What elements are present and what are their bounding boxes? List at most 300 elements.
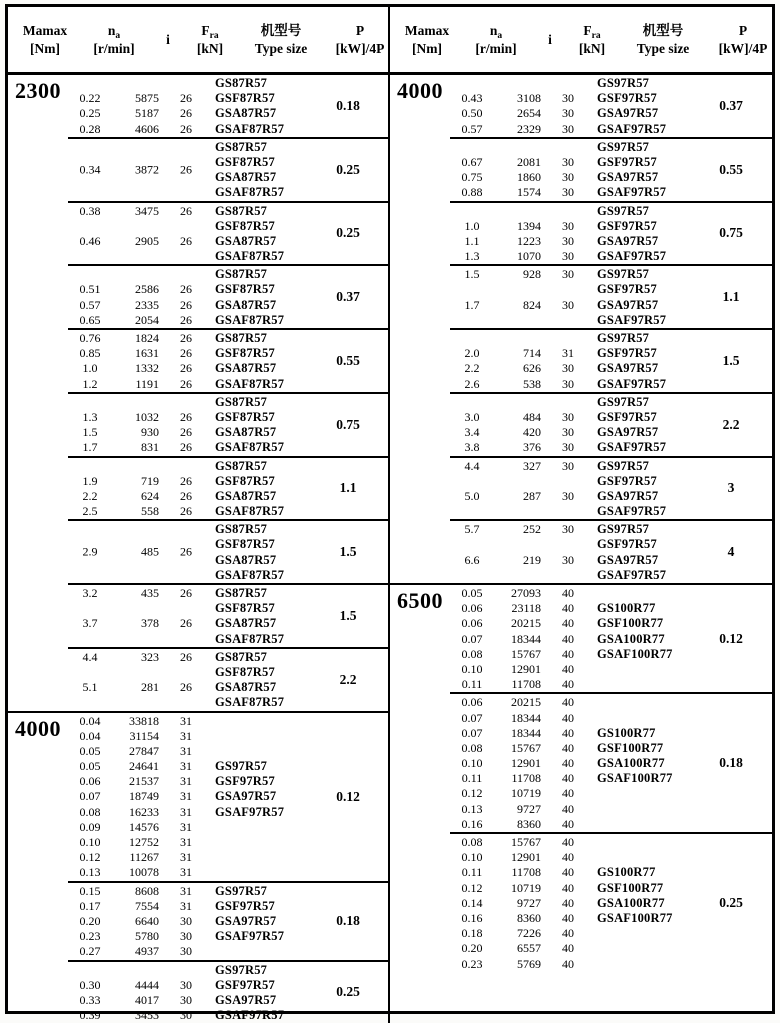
na-value: 1.3 <box>450 249 494 264</box>
ratio-i-value: 9727 <box>494 896 546 911</box>
na-value: 0.04 <box>68 729 112 744</box>
na-value: 1.7 <box>450 298 494 313</box>
na-value: 1.5 <box>68 425 112 440</box>
fra-value: 31 <box>546 346 590 361</box>
type-size-value: GSF87R57 <box>208 219 308 234</box>
power-value: 0.55 <box>690 139 772 201</box>
spec-rows <box>450 521 690 583</box>
fra-value: 26 <box>164 106 208 121</box>
type-size-value: GS87R57 <box>208 586 308 601</box>
ratio-i-value: 485 <box>112 545 164 560</box>
ratio-i-value: 23118 <box>494 601 546 616</box>
gearmotor-spec-table <box>5 4 775 1014</box>
spec-rows <box>450 394 690 456</box>
spec-rows <box>450 139 690 201</box>
spec-blocks <box>450 75 772 583</box>
ratio-i-value: 1332 <box>112 361 164 376</box>
fra-value: 40 <box>546 835 590 850</box>
col-header-output-speed <box>464 22 528 57</box>
ratio-i-value: 327 <box>494 459 546 474</box>
ratio-i-value: 24641 <box>112 759 164 774</box>
type-size-value: GSF100R77 <box>590 741 690 756</box>
type-size-value: GSAF97R57 <box>590 185 690 200</box>
ratio-i-value: 10719 <box>494 881 546 896</box>
na-value: 0.04 <box>68 714 112 729</box>
fra-value: 30 <box>546 170 590 185</box>
ratio-i-value: 11708 <box>494 865 546 880</box>
fra-value: 40 <box>546 941 590 956</box>
na-value: 0.13 <box>68 865 112 880</box>
fra-value: 30 <box>164 1008 208 1023</box>
col-header-type-size-symbol: 机型号 <box>261 22 302 40</box>
type-size-value: GSF87R57 <box>208 410 308 425</box>
na-value: 1.0 <box>450 219 494 234</box>
fra-value: 26 <box>164 680 208 695</box>
na-value: 4.4 <box>450 459 494 474</box>
na-value: 0.08 <box>68 805 112 820</box>
fra-value: 40 <box>546 771 590 786</box>
spec-rows <box>68 713 308 881</box>
ratio-i-value: 11267 <box>112 850 164 865</box>
section-mamax-2300 <box>8 75 388 711</box>
spec-blocks <box>68 713 388 1023</box>
fra-value: 26 <box>164 410 208 425</box>
fra-value: 30 <box>546 249 590 264</box>
ratio-i-value: 12901 <box>494 662 546 677</box>
type-size-value: GS97R57 <box>590 459 690 474</box>
power-value: 1.1 <box>308 458 388 520</box>
na-value: 0.57 <box>450 122 494 137</box>
na-value: 0.12 <box>450 786 494 801</box>
na-value: 1.2 <box>68 377 112 392</box>
power-value: 0.37 <box>308 266 388 328</box>
spec-blocks <box>68 75 388 711</box>
spec-block <box>68 647 388 711</box>
na-value: 1.7 <box>68 440 112 455</box>
fra-value: 26 <box>164 298 208 313</box>
type-size-value: GS100R77 <box>590 726 690 741</box>
ratio-i-value: 281 <box>112 680 164 695</box>
type-size-value: GSA87R57 <box>208 361 308 376</box>
power-value: 2.2 <box>690 394 772 456</box>
na-value: 3.8 <box>450 440 494 455</box>
fra-value: 30 <box>546 91 590 106</box>
ratio-i-value: 12901 <box>494 756 546 771</box>
fra-value: 30 <box>546 267 590 282</box>
spec-rows <box>68 649 308 711</box>
fra-value: 30 <box>164 929 208 944</box>
fra-value: 31 <box>164 714 208 729</box>
power-value: 3 <box>690 458 772 520</box>
na-value: 0.16 <box>450 817 494 832</box>
na-value: 0.08 <box>450 647 494 662</box>
na-value: 0.18 <box>450 926 494 941</box>
type-size-value: GSA97R57 <box>208 914 308 929</box>
fra-value: 30 <box>546 106 590 121</box>
spec-rows <box>450 266 690 328</box>
type-size-value: GSF87R57 <box>208 537 308 552</box>
na-value: 0.11 <box>450 771 494 786</box>
na-value: 0.06 <box>450 616 494 631</box>
na-value: 2.2 <box>450 361 494 376</box>
ratio-i-value: 6557 <box>494 941 546 956</box>
ratio-i-value: 18344 <box>494 711 546 726</box>
spec-block <box>68 960 388 1023</box>
na-value: 3.7 <box>68 616 112 631</box>
na-value: 0.20 <box>450 941 494 956</box>
power-value: 1.5 <box>690 330 772 392</box>
type-size-value: GSA87R57 <box>208 234 308 249</box>
fra-value: 30 <box>164 993 208 1008</box>
ratio-i-value: 287 <box>494 489 546 504</box>
ratio-i-value: 20215 <box>494 616 546 631</box>
ratio-i-value: 16233 <box>112 805 164 820</box>
fra-value: 26 <box>164 234 208 249</box>
type-size-value: GSF97R57 <box>590 219 690 234</box>
type-size-value: GS97R57 <box>208 884 308 899</box>
col-header-type-size <box>230 22 332 57</box>
fra-value: 31 <box>164 899 208 914</box>
ratio-i-value: 831 <box>112 440 164 455</box>
na-value: 0.57 <box>68 298 112 313</box>
ratio-i-value: 1574 <box>494 185 546 200</box>
fra-value: 26 <box>164 361 208 376</box>
ratio-i-value: 8360 <box>494 817 546 832</box>
col-header-radial-force-unit: [kN] <box>197 40 223 58</box>
na-value: 0.23 <box>450 957 494 972</box>
na-value: 1.1 <box>450 234 494 249</box>
fra-value: 26 <box>164 204 208 219</box>
section-mamax-4000 <box>390 75 772 583</box>
spec-block <box>450 392 772 456</box>
spec-block <box>450 75 772 137</box>
fra-value: 40 <box>546 677 590 692</box>
col-header-type-size-unit: Type size <box>255 40 308 58</box>
type-size-value: GSAF87R57 <box>208 122 308 137</box>
ratio-i-value: 15767 <box>494 741 546 756</box>
fra-value: 31 <box>164 805 208 820</box>
fra-value: 30 <box>546 219 590 234</box>
ratio-i-value: 4937 <box>112 944 164 959</box>
na-value: 0.06 <box>68 774 112 789</box>
ratio-i-value: 3872 <box>112 163 164 178</box>
na-value: 0.08 <box>450 741 494 756</box>
spec-rows <box>68 883 308 960</box>
na-value: 0.85 <box>68 346 112 361</box>
table-body <box>8 75 772 1023</box>
type-size-value: GSAF100R77 <box>590 647 690 662</box>
col-header-power-unit: [kW]/4P <box>336 40 385 58</box>
ratio-i-value: 1032 <box>112 410 164 425</box>
col-header-mamax <box>390 22 464 57</box>
na-value: 0.43 <box>450 91 494 106</box>
col-header-type-size <box>612 22 714 57</box>
type-size-value: GS100R77 <box>590 865 690 880</box>
section-mamax-4000 <box>8 711 388 1023</box>
na-value: 0.11 <box>450 865 494 880</box>
ratio-i-value: 3108 <box>494 91 546 106</box>
na-value: 0.46 <box>68 234 112 249</box>
spec-block <box>450 519 772 583</box>
fra-value: 40 <box>546 896 590 911</box>
ratio-i-value: 5769 <box>494 957 546 972</box>
na-value: 0.33 <box>68 993 112 1008</box>
spec-block <box>68 583 388 647</box>
col-header-radial-force-unit: [kN] <box>579 40 605 58</box>
spec-block <box>68 264 388 328</box>
na-value: 0.67 <box>450 155 494 170</box>
col-header-power <box>332 22 388 57</box>
spec-block <box>68 75 388 137</box>
power-value: 0.37 <box>690 75 772 137</box>
type-size-value: GSF97R57 <box>590 410 690 425</box>
fra-value: 40 <box>546 957 590 972</box>
type-size-value: GSF87R57 <box>208 346 308 361</box>
ratio-i-value: 1191 <box>112 377 164 392</box>
col-header-output-speed-symbol: $n_a$ <box>108 22 120 40</box>
na-value: 3.2 <box>68 586 112 601</box>
ratio-i-value: 9727 <box>494 802 546 817</box>
na-value: 0.13 <box>450 802 494 817</box>
fra-value: 26 <box>164 425 208 440</box>
type-size-value: GSA100R77 <box>590 896 690 911</box>
left-half-header <box>8 7 390 75</box>
ratio-i-value: 33818 <box>112 714 164 729</box>
na-value: 0.10 <box>450 850 494 865</box>
na-value: 0.07 <box>450 726 494 741</box>
col-header-power-symbol: P <box>356 22 364 40</box>
type-size-value: GSA87R57 <box>208 680 308 695</box>
spec-rows <box>68 521 308 583</box>
ratio-i-value: 558 <box>112 504 164 519</box>
type-size-value: GS97R57 <box>208 759 308 774</box>
spec-block <box>68 328 388 392</box>
fra-value: 26 <box>164 91 208 106</box>
spec-block <box>68 713 388 881</box>
power-value: 0.25 <box>308 203 388 265</box>
col-header-radial-force-symbol: $F_{ra}$ <box>583 22 600 40</box>
spec-block <box>450 692 772 832</box>
spec-rows <box>68 75 308 137</box>
na-value: 0.22 <box>68 91 112 106</box>
ratio-i-value: 12901 <box>494 850 546 865</box>
fra-value: 31 <box>164 820 208 835</box>
fra-value: 40 <box>546 911 590 926</box>
spec-rows <box>450 458 690 520</box>
mamax-value: 4000 <box>8 713 68 1023</box>
fra-value: 26 <box>164 282 208 297</box>
type-size-value: GS97R57 <box>590 522 690 537</box>
ratio-i-value: 12752 <box>112 835 164 850</box>
fra-value: 40 <box>546 865 590 880</box>
spec-block <box>68 137 388 201</box>
na-value: 0.28 <box>68 122 112 137</box>
ratio-i-value: 1824 <box>112 331 164 346</box>
na-value: 0.25 <box>68 106 112 121</box>
type-size-value: GSA97R57 <box>590 234 690 249</box>
fra-value: 30 <box>164 914 208 929</box>
spec-block <box>68 392 388 456</box>
type-size-value: GSF87R57 <box>208 665 308 680</box>
fra-value: 26 <box>164 489 208 504</box>
ratio-i-value: 7554 <box>112 899 164 914</box>
ratio-i-value: 323 <box>112 650 164 665</box>
power-value: 0.18 <box>690 694 772 832</box>
type-size-value: GS97R57 <box>590 204 690 219</box>
fra-value: 30 <box>546 425 590 440</box>
type-size-value: GSAF97R57 <box>208 805 308 820</box>
col-header-ratio <box>528 31 572 49</box>
type-size-value: GSF97R57 <box>590 282 690 297</box>
spec-block <box>450 137 772 201</box>
na-value: 0.20 <box>68 914 112 929</box>
fra-value: 30 <box>546 377 590 392</box>
na-value: 0.07 <box>450 632 494 647</box>
type-size-value: GS87R57 <box>208 395 308 410</box>
fra-value: 40 <box>546 741 590 756</box>
col-header-mamax-symbol: Mamax <box>23 22 67 40</box>
na-value: 0.05 <box>450 586 494 601</box>
type-size-value: GSA100R77 <box>590 632 690 647</box>
type-size-value: GS87R57 <box>208 267 308 282</box>
spec-rows <box>68 203 308 265</box>
power-value: 0.25 <box>308 139 388 201</box>
fra-value: 26 <box>164 616 208 631</box>
spec-rows <box>450 834 690 972</box>
na-value: 2.6 <box>450 377 494 392</box>
col-header-ratio-symbol: i <box>166 31 170 49</box>
type-size-value: GSA87R57 <box>208 106 308 121</box>
type-size-value: GSA100R77 <box>590 756 690 771</box>
type-size-value: GSA87R57 <box>208 425 308 440</box>
type-size-value: GS87R57 <box>208 331 308 346</box>
col-header-radial-force-symbol: $F_{ra}$ <box>201 22 218 40</box>
type-size-value: GSA87R57 <box>208 298 308 313</box>
ratio-i-value: 252 <box>494 522 546 537</box>
ratio-i-value: 7226 <box>494 926 546 941</box>
fra-value: 30 <box>164 944 208 959</box>
fra-value: 40 <box>546 817 590 832</box>
ratio-i-value: 20215 <box>494 695 546 710</box>
type-size-value: GSAF97R57 <box>590 568 690 583</box>
fra-value: 26 <box>164 474 208 489</box>
ratio-i-value: 4444 <box>112 978 164 993</box>
ratio-i-value: 14576 <box>112 820 164 835</box>
power-value: 0.18 <box>308 75 388 137</box>
fra-value: 30 <box>546 489 590 504</box>
na-value: 0.39 <box>68 1008 112 1023</box>
fra-value: 30 <box>546 440 590 455</box>
type-size-value: GS97R57 <box>590 331 690 346</box>
type-size-value: GSA87R57 <box>208 489 308 504</box>
col-header-power-unit: [kW]/4P <box>719 40 768 58</box>
ratio-i-value: 719 <box>112 474 164 489</box>
col-header-output-speed-unit: [r/min] <box>475 40 516 58</box>
type-size-value: GS87R57 <box>208 522 308 537</box>
fra-value: 26 <box>164 346 208 361</box>
ratio-i-value: 5187 <box>112 106 164 121</box>
power-value: 0.12 <box>308 713 388 881</box>
ratio-i-value: 11708 <box>494 677 546 692</box>
na-value: 5.7 <box>450 522 494 537</box>
fra-value: 40 <box>546 756 590 771</box>
type-size-value: GSF97R57 <box>208 899 308 914</box>
spec-block <box>450 328 772 392</box>
power-value: 0.75 <box>690 203 772 265</box>
ratio-i-value: 15767 <box>494 835 546 850</box>
na-value: 6.6 <box>450 553 494 568</box>
ratio-i-value: 824 <box>494 298 546 313</box>
type-size-value: GS97R57 <box>590 395 690 410</box>
ratio-i-value: 27847 <box>112 744 164 759</box>
type-size-value: GSF87R57 <box>208 474 308 489</box>
fra-value: 40 <box>546 632 590 647</box>
col-header-output-speed-unit: [r/min] <box>93 40 134 58</box>
ratio-i-value: 11708 <box>494 771 546 786</box>
na-value: 0.65 <box>68 313 112 328</box>
ratio-i-value: 928 <box>494 267 546 282</box>
fra-value: 30 <box>546 155 590 170</box>
fra-value: 26 <box>164 122 208 137</box>
fra-value: 31 <box>164 884 208 899</box>
fra-value: 31 <box>164 850 208 865</box>
type-size-value: GSA97R57 <box>590 298 690 313</box>
na-value: 0.23 <box>68 929 112 944</box>
ratio-i-value: 18344 <box>494 726 546 741</box>
na-value: 1.0 <box>68 361 112 376</box>
type-size-value: GSA97R57 <box>590 106 690 121</box>
spec-block <box>68 519 388 583</box>
fra-value: 31 <box>164 774 208 789</box>
fra-value: 30 <box>164 978 208 993</box>
ratio-i-value: 1394 <box>494 219 546 234</box>
spec-rows <box>450 694 690 832</box>
ratio-i-value: 5875 <box>112 91 164 106</box>
type-size-value: GSAF97R57 <box>590 313 690 328</box>
power-value: 1.5 <box>308 521 388 583</box>
type-size-value: GSAF97R57 <box>590 122 690 137</box>
ratio-i-value: 3453 <box>112 1008 164 1023</box>
ratio-i-value: 1070 <box>494 249 546 264</box>
na-value: 2.5 <box>68 504 112 519</box>
spec-block <box>450 832 772 972</box>
spec-block <box>450 264 772 328</box>
power-value: 1.5 <box>308 585 388 647</box>
fra-value: 26 <box>164 163 208 178</box>
na-value: 0.75 <box>450 170 494 185</box>
ratio-i-value: 420 <box>494 425 546 440</box>
ratio-i-value: 18344 <box>494 632 546 647</box>
type-size-value: GSAF100R77 <box>590 911 690 926</box>
spec-blocks <box>450 585 772 972</box>
na-value: 0.88 <box>450 185 494 200</box>
fra-value: 26 <box>164 377 208 392</box>
type-size-value: GS87R57 <box>208 76 308 91</box>
ratio-i-value: 2335 <box>112 298 164 313</box>
ratio-i-value: 18749 <box>112 789 164 804</box>
type-size-value: GSAF97R57 <box>590 249 690 264</box>
type-size-value: GSF87R57 <box>208 155 308 170</box>
type-size-value: GSAF87R57 <box>208 313 308 328</box>
ratio-i-value: 3475 <box>112 204 164 219</box>
ratio-i-value: 15767 <box>494 647 546 662</box>
fra-value: 30 <box>546 459 590 474</box>
type-size-value: GSA87R57 <box>208 170 308 185</box>
fra-value: 30 <box>546 298 590 313</box>
type-size-value: GS97R57 <box>590 267 690 282</box>
type-size-value: GSA97R57 <box>590 361 690 376</box>
na-value: 0.08 <box>450 835 494 850</box>
